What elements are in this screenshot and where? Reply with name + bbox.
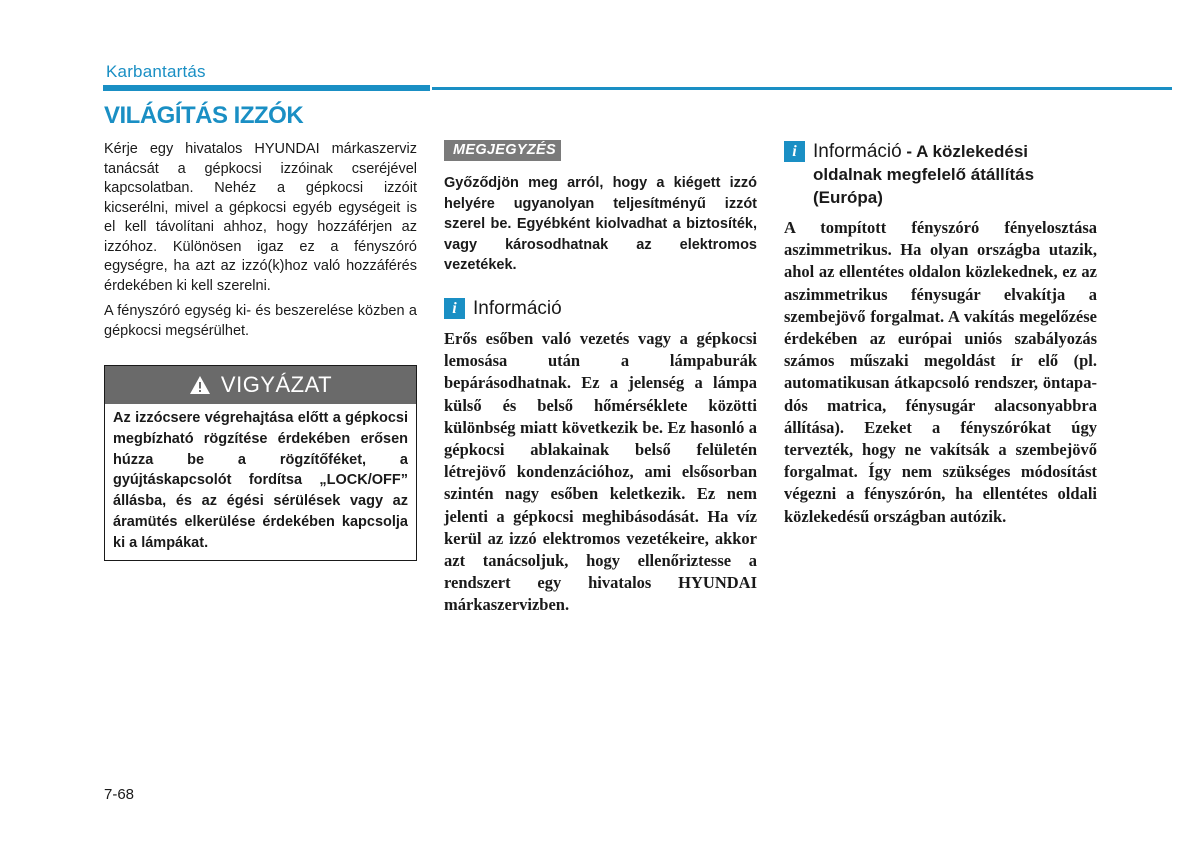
warning-title: VIGYÁZAT — [220, 372, 333, 397]
column-left — [104, 140, 417, 561]
intro-paragraph: Kérje egy hivatalos HYUNDAI márkaszerviz tanácsát a gépkocsi izzóinak cseréjével kapcsolatban. Nehéz a gépkocsi izzóit kicserélni, mivel a gépkocsi egyéb egységeit is el kell távolítani ahhoz, hogy hozzáférjen az izzóhoz. Különösen igaz ez a fényszóró egységre, ha azt az izzó(k)hoz való hozzáférés érdekében ki kell szerelni. — [104, 141, 417, 294]
info-text-condensation: Erős esőben való vezetés vagy a gépkocsi lemosása után a lámpaburák bepárásodhatnak. Ez a jelenség a lámpa külső és belső hőmérséklete közötti különbség miatt következik be. Ez hasonló a gépkocsi ablakainak belső felületén létrejövő kondenzációhoz, ami elsősorban szintén nagy esőben keletkezik. Ez nem jelenti a gépkocsi meghibásodását. Ha víz kerül az izzó elektromos vezetékeire, akkor azt tanácsoljuk, hogy ellenőriztesse a rendszert egy hivatalos HYUNDAI márkaszervizben. — [444, 328, 757, 615]
info-header-condensation — [444, 298, 757, 320]
info-title-block — [813, 140, 1097, 209]
header-rule-thin — [432, 87, 1172, 90]
note-badge: MEGJEGYZÉS — [444, 140, 561, 161]
page-number: 7-68 — [104, 786, 135, 803]
page-title: VILÁGÍTÁS IZZÓK — [104, 102, 304, 129]
info-title: Információ — [813, 141, 902, 162]
warning-box — [104, 365, 417, 561]
warning-text: Az izzócsere végrehajtása előtt a gépkocsi megbízható rögzítése érdekében erősen húzza be a rögzítőféket, a gyújtáskapcsolót fordítsa „LOCK/OFF” állásba, és az égési sérülések vagy az áramütés elkerülése érdekében kapcsolja ki a lámpákat. — [113, 410, 408, 551]
column-right — [784, 140, 1097, 528]
info-header-traffic-side — [784, 140, 1097, 209]
note-text: Győződjön meg arról, hogy a kiégett izzó helyére ugyanolyan teljesítményű izzót szerel be. Egyébként kiolvadhat a biztosíték, vagy károsodhatnak az elektromos vezetékek. — [444, 175, 757, 274]
section-label: Karbantartás — [106, 62, 206, 81]
damage-paragraph: A fényszóró egység ki- és beszerelése közben a gépkocsi megsérülhet. — [104, 303, 417, 339]
info-subtitle: - A közlekedési oldalnak megfelelő átállítás (Európa) — [813, 142, 1035, 207]
column-middle — [444, 140, 757, 617]
info-title: Információ — [473, 297, 562, 319]
warning-triangle-icon — [189, 375, 211, 395]
info-icon: i — [784, 141, 805, 162]
header-rule-thick — [103, 85, 430, 91]
info-icon: i — [444, 298, 465, 319]
warning-header — [105, 366, 416, 404]
info-text-traffic-side: A tompított fényszóró fényelosztása aszimmetrikus. Ha olyan országba utazik, ahol az ellentétes oldalon közlekednek, ez az aszimmetrikus fénysugár elvakítja a szembejövő forgalmat. A vakítás megelőzése érdekében az európai uniós szabályozás számos műszaki megoldást ír elő (pl. automatikusan átkapcsoló rendszer, öntapadós matrica, fénysugár alacsonyabbra állítása). Ezeket a fényszórókat úgy tervezték, hogy ne vakítsák a szembejövő forgalmat. Így nem szükséges módosítást végezni a fényszórón, ha ellentétes oldali közlekedésű országban autózik. — [784, 218, 1097, 526]
